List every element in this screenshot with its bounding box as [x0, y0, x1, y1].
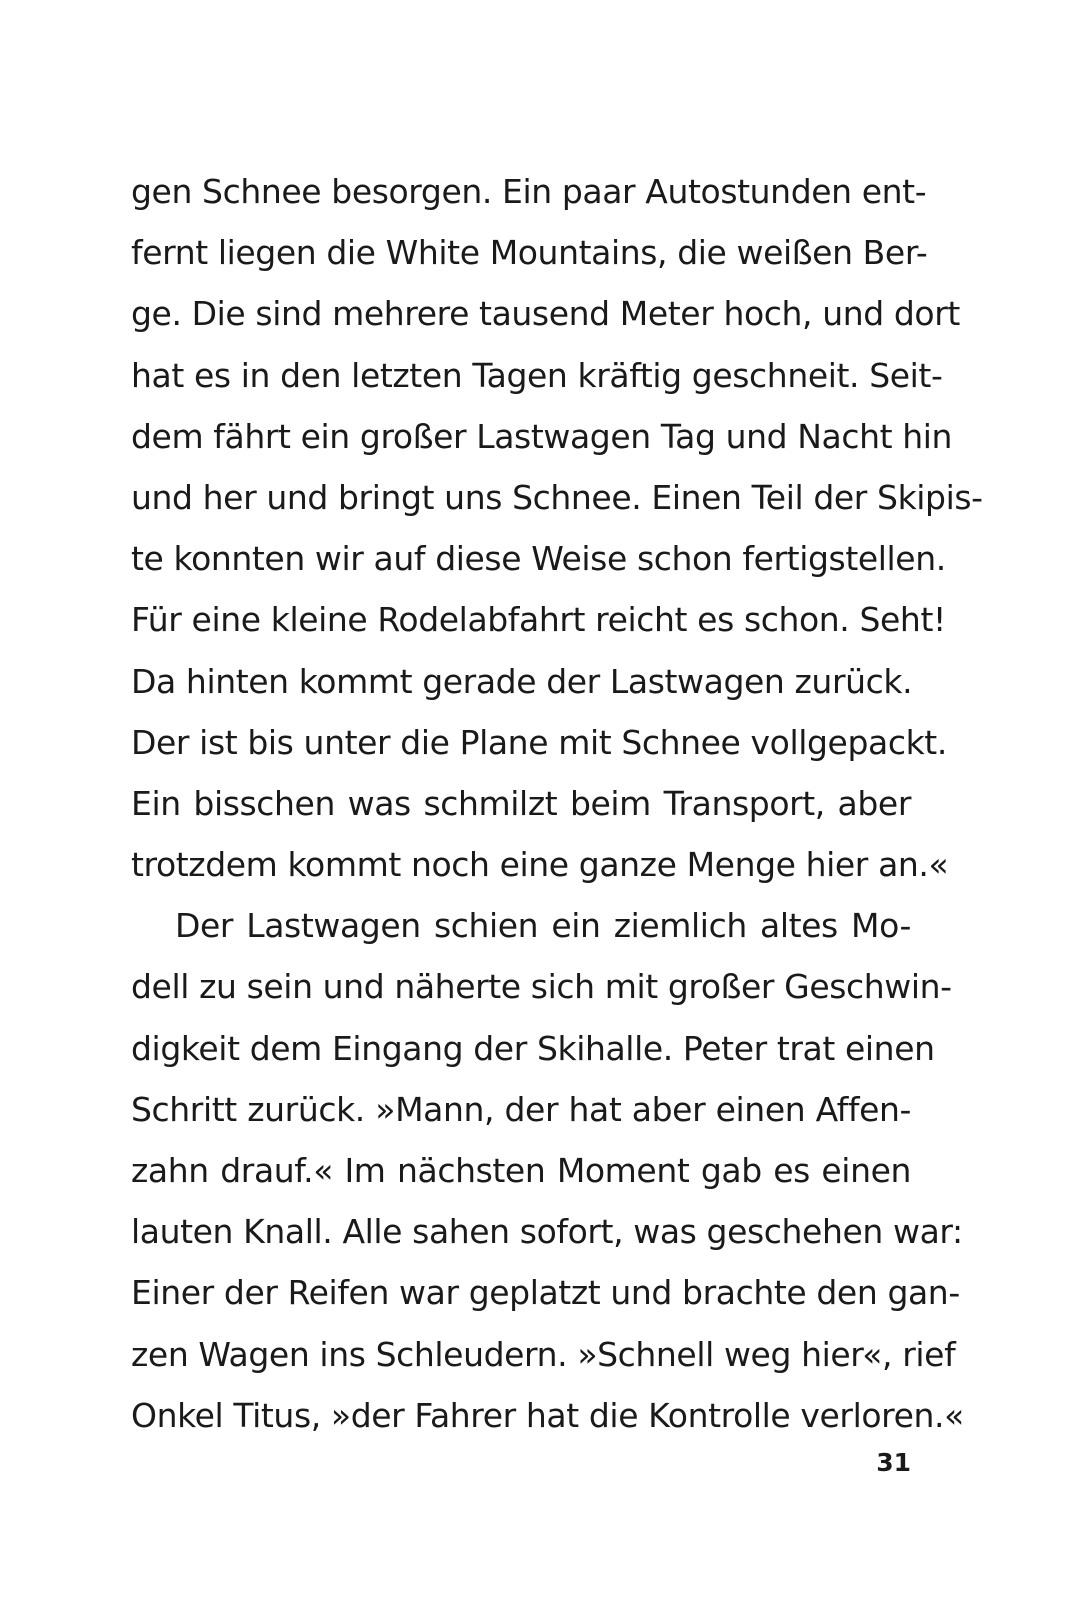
text-line: dell zu sein und näherte sich mit großer Geschwin-: [131, 967, 952, 1007]
body-text: [131, 161, 983, 1446]
text-line: Da hinten kommt gerade der Lastwagen zurück.: [131, 661, 913, 701]
text-line: te konnten wir auf diese Weise schon fertigstellen.: [131, 539, 946, 579]
text-line: Ein bisschen was schmilzt beim Transport, aber: [131, 783, 911, 823]
text-line: Einer der Reifen war geplatzt und brachte den gan-: [131, 1273, 960, 1313]
text-line: zen Wagen ins Schleudern. »Schnell weg hier«, rief: [131, 1334, 956, 1374]
text-line: ge. Die sind mehrere tausend Meter hoch, und dort: [131, 294, 960, 334]
text-line: lauten Knall. Alle sahen sofort, was geschehen war:: [131, 1212, 963, 1252]
text-line: trotzdem kommt noch eine ganze Menge hier an.«: [131, 845, 949, 885]
text-line: digkeit dem Eingang der Skihalle. Peter trat einen: [131, 1028, 935, 1068]
text-line: und her und bringt uns Schnee. Einen Teil der Skipis-: [131, 477, 983, 517]
text-line: dem fährt ein großer Lastwagen Tag und Nacht hin: [131, 416, 953, 456]
text-line: gen Schnee besorgen. Ein paar Autostunden ent-: [131, 172, 927, 211]
text-line: hat es in den letzten Tagen kräftig geschneit. Seit-: [131, 355, 943, 395]
text-line: fernt liegen die White Mountains, die weißen Ber-: [131, 233, 928, 273]
text-line: Schritt zurück. »Mann, der hat aber einen Affen-: [131, 1089, 911, 1129]
text-line: Onkel Titus, »der Fahrer hat die Kontrolle verloren.«: [131, 1395, 964, 1435]
text-line-paragraph-start: Der Lastwagen schien ein ziemlich altes Mo-: [175, 906, 911, 946]
text-line: zahn drauf.« Im nächsten Moment gab es einen: [131, 1151, 911, 1190]
page-number: 31: [876, 1448, 911, 1477]
text-line: Der ist bis unter die Plane mit Schnee vollgepackt.: [131, 722, 947, 762]
text-line: Für eine kleine Rodelabfahrt reicht es schon. Seht!: [131, 600, 946, 640]
